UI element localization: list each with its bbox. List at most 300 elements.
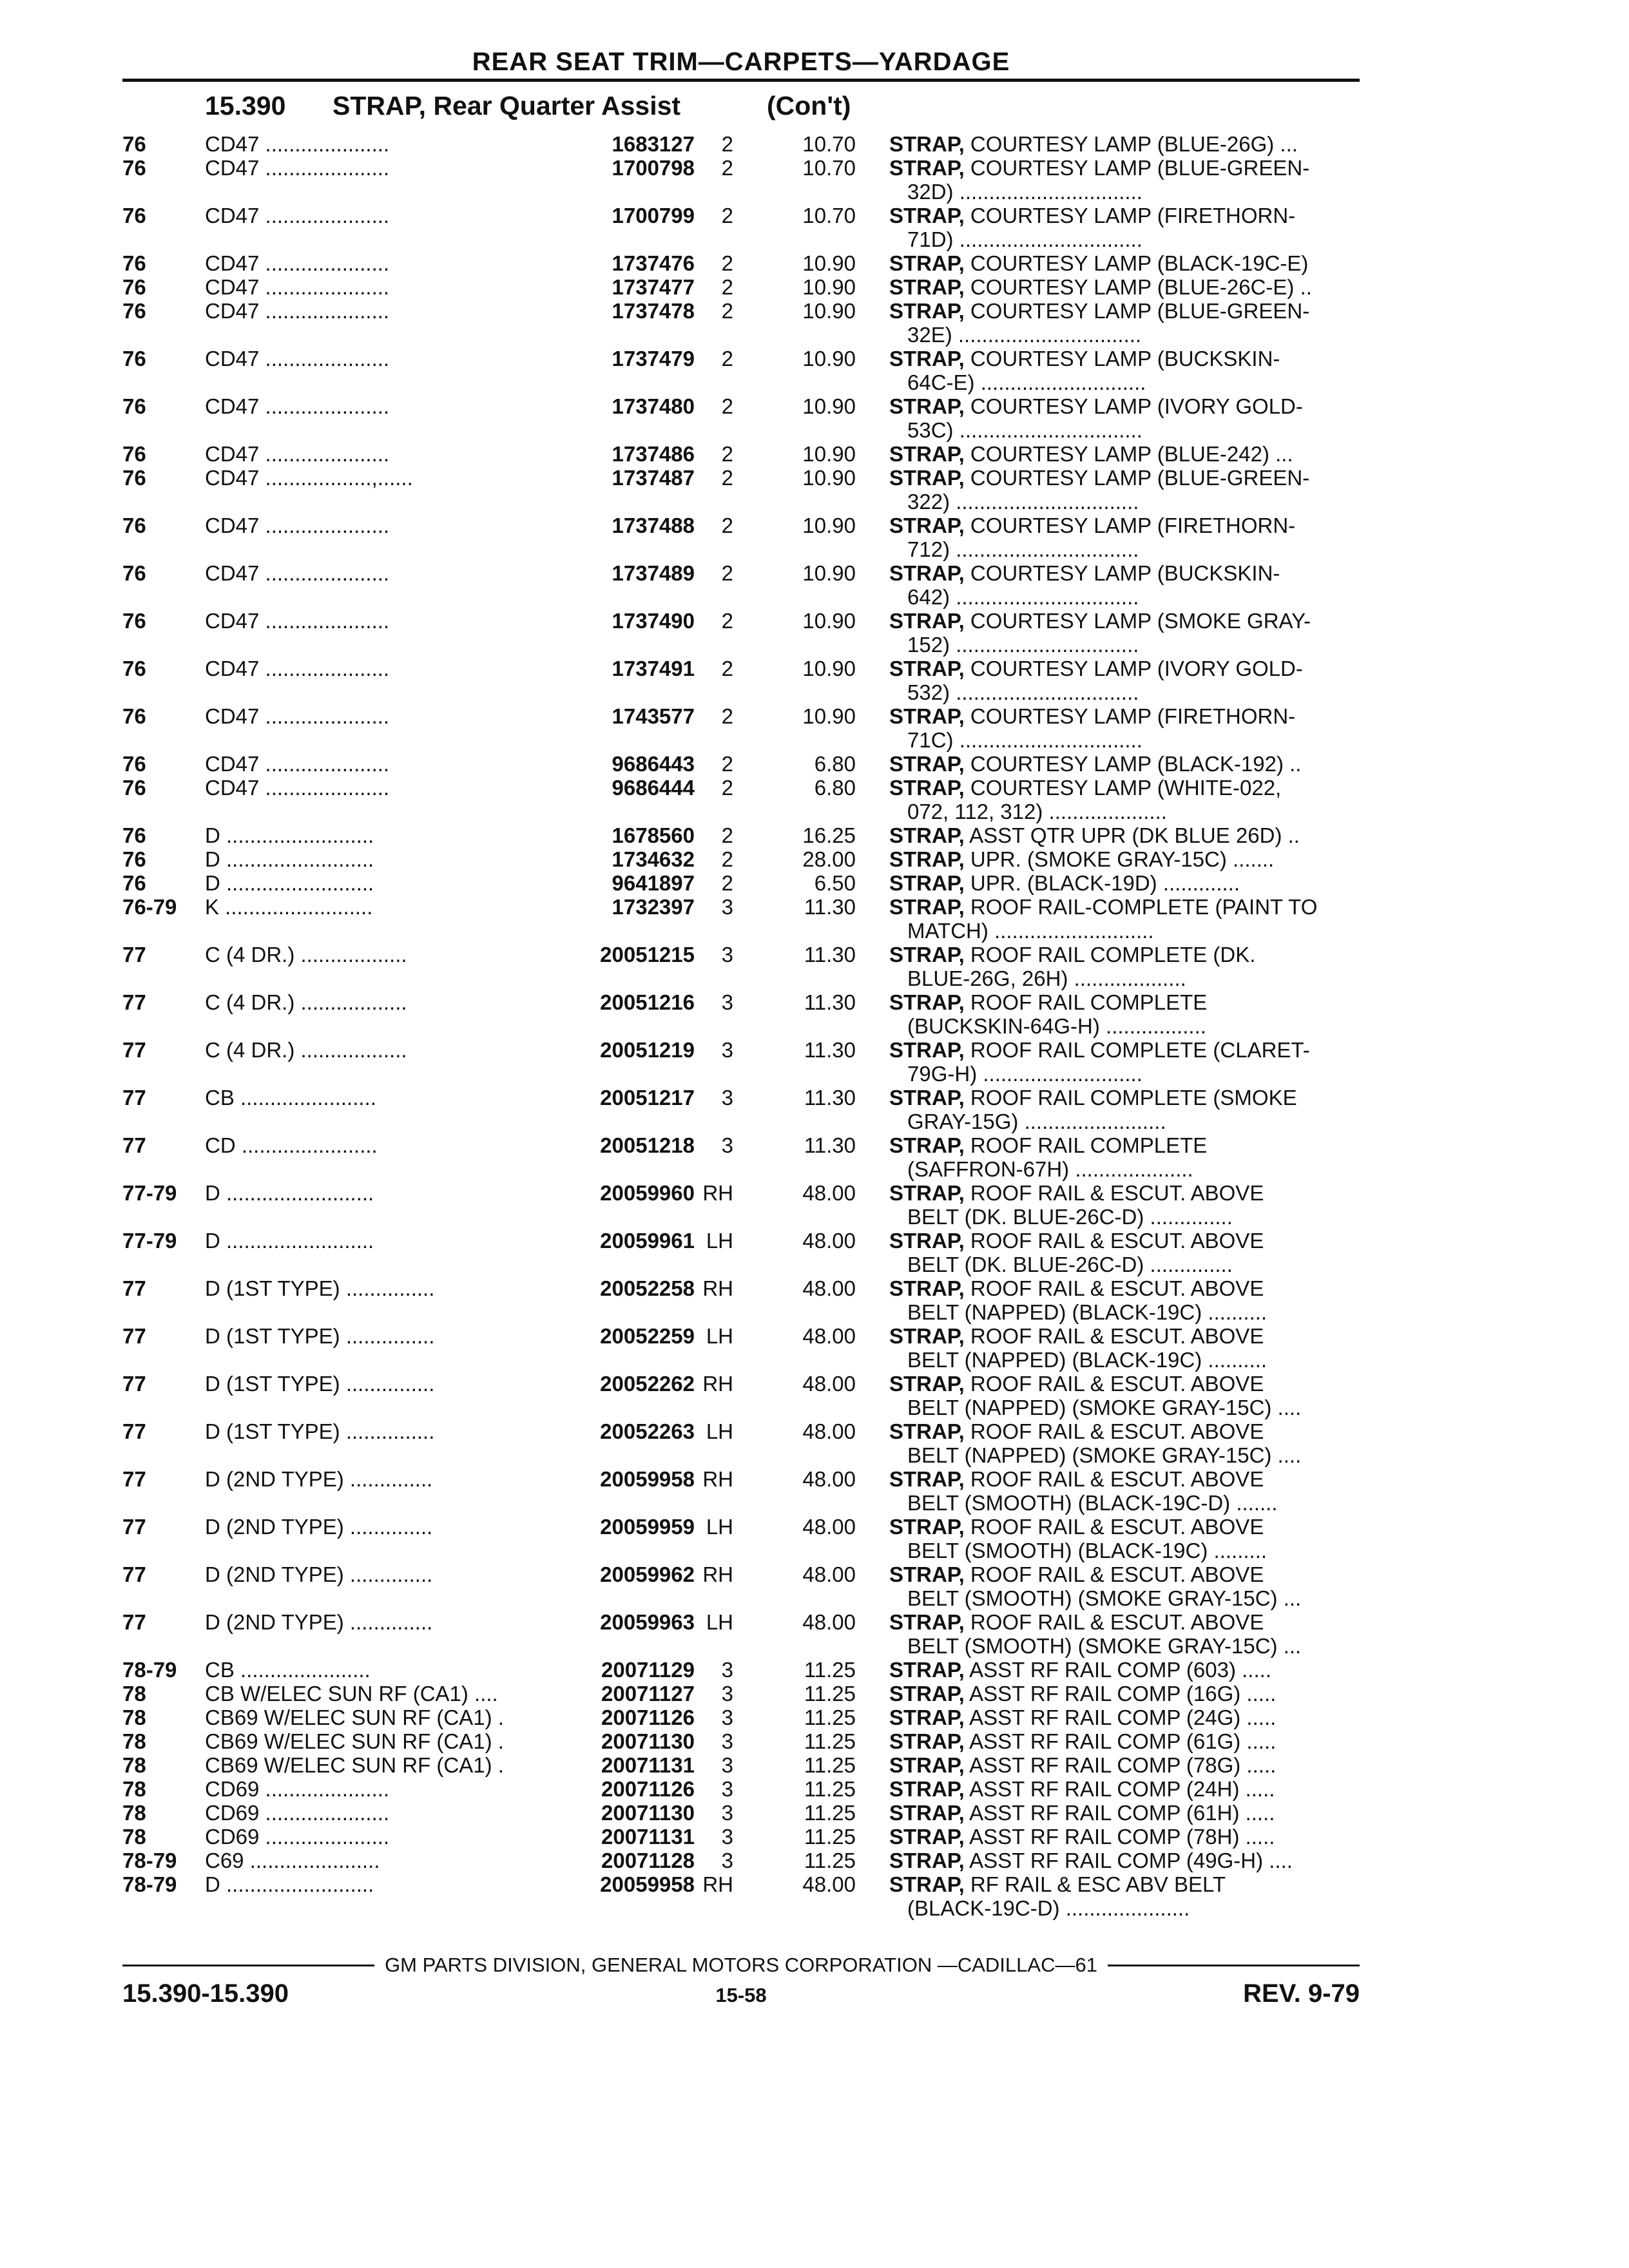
body-style: CD69 ..................... [205, 1777, 390, 1801]
description-line [889, 132, 1360, 156]
model-year: 76 [122, 347, 146, 370]
part-number: 1737488 [612, 514, 695, 537]
table-row [122, 1777, 1360, 1801]
model-year: 77 [122, 1467, 146, 1491]
model-year: 76 [122, 871, 146, 895]
description-text: 64C-E) ............................ [907, 370, 1146, 394]
item-name: STRAP, [889, 871, 965, 895]
description-text: ASST RF RAIL COMP (24G) ..... [964, 1706, 1277, 1729]
model-year: 76 [122, 442, 146, 466]
body-style: CB ....................... [205, 1086, 376, 1110]
description-continuation [889, 800, 1360, 823]
description-line [889, 1849, 1360, 1872]
quantity: 3 [721, 1753, 733, 1777]
part-number: 1700798 [612, 156, 695, 180]
description-text: 32E) ............................... [907, 323, 1142, 347]
description-text: ROOF RAIL & ESCUT. ABOVE [964, 1181, 1264, 1205]
description-text: COURTESY LAMP (BLACK-192) .. [964, 752, 1302, 776]
body-style: C (4 DR.) .................. [205, 1038, 407, 1062]
description-line [889, 466, 1360, 490]
description-text: ROOF RAIL & ESCUT. ABOVE [964, 1515, 1264, 1539]
quantity: 2 [721, 347, 733, 370]
body-style: CD47 ..................... [205, 657, 390, 680]
table-row [122, 1181, 1360, 1229]
model-year: 78 [122, 1682, 146, 1706]
part-number: 20052258 [600, 1276, 695, 1300]
part-number: 1734632 [612, 847, 695, 871]
body-style: CD47 ..................... [205, 347, 390, 370]
item-name: STRAP, [889, 1825, 965, 1849]
description-text: COURTESY LAMP (FIRETHORN- [964, 514, 1296, 537]
description [889, 943, 1360, 990]
price: 10.90 [802, 704, 856, 728]
item-name: STRAP, [889, 1753, 965, 1777]
quantity: RH [702, 1181, 733, 1205]
description-text: ROOF RAIL COMPLETE [964, 990, 1208, 1014]
quantity: LH [706, 1419, 733, 1443]
part-number: 20071130 [601, 1801, 695, 1825]
description-text: ASST RF RAIL COMP (24H) ..... [964, 1777, 1275, 1801]
body-style: D (2ND TYPE) .............. [205, 1515, 433, 1539]
page-number: 15-58 [715, 1984, 767, 2006]
description-continuation [889, 1896, 1360, 1920]
description-continuation [889, 1348, 1360, 1372]
body-style: CD47 ..................... [205, 561, 390, 585]
table-row [122, 1038, 1360, 1086]
price: 11.30 [804, 1086, 856, 1110]
part-number: 20051215 [600, 943, 695, 966]
body-style: D ......................... [205, 823, 374, 847]
description [889, 1276, 1360, 1324]
description-continuation [889, 1634, 1360, 1658]
description-continuation [889, 180, 1360, 204]
description-continuation [889, 418, 1360, 442]
price: 10.90 [802, 275, 856, 299]
model-year: 76 [122, 132, 146, 156]
model-year: 78 [122, 1729, 146, 1753]
table-row [122, 1801, 1360, 1825]
quantity: RH [702, 1372, 733, 1396]
price: 10.90 [802, 442, 856, 466]
item-name: STRAP, [889, 514, 965, 537]
description [889, 1562, 1360, 1610]
description-text: BELT (SMOOTH) (SMOKE GRAY-15C) ... [907, 1586, 1302, 1610]
part-number: 1737479 [612, 347, 695, 370]
section-range: 15.390-15.390 [122, 1979, 289, 2008]
item-name: STRAP, [889, 299, 965, 323]
body-style: CD47 ..................... [205, 776, 390, 800]
body-style: D ......................... [205, 871, 374, 895]
quantity: LH [706, 1324, 733, 1348]
description-line [889, 823, 1360, 847]
description [889, 823, 1360, 847]
description-line [889, 990, 1360, 1014]
table-row [122, 1467, 1360, 1515]
description-text: 642) ............................... [907, 585, 1139, 609]
description-text: 71C) ............................... [907, 728, 1142, 752]
quantity: 3 [721, 990, 733, 1014]
body-style: CB69 W/ELEC SUN RF (CA1) . [205, 1706, 504, 1729]
body-style: CD69 ..................... [205, 1825, 390, 1849]
table-row [122, 514, 1360, 561]
description [889, 1825, 1360, 1849]
table-row [122, 776, 1360, 823]
item-name: STRAP, [889, 895, 965, 919]
description-continuation [889, 919, 1360, 943]
description-line [889, 1181, 1360, 1205]
price: 6.50 [814, 871, 856, 895]
body-style: CD47 ..................... [205, 442, 390, 466]
description-text: COURTESY LAMP (BLUE-GREEN- [964, 466, 1310, 490]
revision-date: REV. 9-79 [1243, 1979, 1360, 2008]
quantity: 2 [721, 561, 733, 585]
description-text: ROOF RAIL & ESCUT. ABOVE [964, 1372, 1264, 1396]
item-name: STRAP, [889, 1658, 965, 1682]
description-line [889, 657, 1360, 680]
part-number: 1678560 [612, 823, 695, 847]
table-row [122, 1610, 1360, 1658]
description-text: RF RAIL & ESC ABV BELT [964, 1872, 1226, 1896]
part-number: 9641897 [612, 871, 695, 895]
description-text: 53C) ............................... [907, 418, 1142, 442]
quantity: 3 [721, 1825, 733, 1849]
description [889, 1872, 1360, 1920]
description [889, 1753, 1360, 1777]
description-continuation [889, 966, 1360, 990]
description-line [889, 442, 1360, 466]
description-line [889, 1801, 1360, 1825]
part-number: 20071131 [601, 1753, 695, 1777]
body-style: CD47 ..................... [205, 704, 390, 728]
item-name: STRAP, [889, 466, 965, 490]
model-year: 76 [122, 704, 146, 728]
model-year: 78 [122, 1801, 146, 1825]
description-text: BELT (NAPPED) (SMOKE GRAY-15C) .... [907, 1396, 1302, 1419]
part-number: 1737486 [612, 442, 695, 466]
table-row [122, 1372, 1360, 1419]
price: 48.00 [802, 1515, 856, 1539]
part-number: 20071129 [601, 1658, 695, 1682]
table-row [122, 1706, 1360, 1729]
description-line [889, 394, 1360, 418]
description [889, 466, 1360, 514]
part-number: 9686444 [612, 776, 695, 800]
description-line [889, 1086, 1360, 1110]
body-style: D (1ST TYPE) ............... [205, 1372, 435, 1396]
description-line [889, 347, 1360, 370]
quantity: 2 [721, 704, 733, 728]
item-name: STRAP, [889, 990, 965, 1014]
table-row [122, 156, 1360, 204]
model-year: 76 [122, 847, 146, 871]
description [889, 990, 1360, 1038]
price: 10.90 [802, 609, 856, 633]
body-style: CB W/ELEC SUN RF (CA1) .... [205, 1682, 498, 1706]
description-text: ASST RF RAIL COMP (16G) ..... [964, 1682, 1277, 1706]
description-text: UPR. (SMOKE GRAY-15C) ....... [964, 847, 1275, 871]
description-continuation [889, 1539, 1360, 1562]
table-row [122, 943, 1360, 990]
description-line [889, 1825, 1360, 1849]
description-text: COURTESY LAMP (FIRETHORN- [964, 204, 1296, 227]
table-row [122, 347, 1360, 394]
description-line [889, 776, 1360, 800]
description-continuation [889, 1014, 1360, 1038]
model-year: 77 [122, 1324, 146, 1348]
item-name: STRAP, [889, 394, 965, 418]
price: 6.80 [814, 752, 856, 776]
part-number: 20051217 [600, 1086, 695, 1110]
description-line [889, 1562, 1360, 1586]
body-style: D ......................... [205, 1181, 374, 1205]
item-name: STRAP, [889, 823, 965, 847]
description-text: ROOF RAIL COMPLETE (SMOKE [964, 1086, 1297, 1110]
part-number: 20051219 [600, 1038, 695, 1062]
description-line [889, 1753, 1360, 1777]
body-style: CD ....................... [205, 1133, 378, 1157]
model-year: 78 [122, 1825, 146, 1849]
table-row [122, 251, 1360, 275]
description-line [889, 204, 1360, 227]
model-year: 76-79 [122, 895, 177, 919]
body-style: C69 ...................... [205, 1849, 380, 1872]
item-name: STRAP, [889, 943, 965, 966]
part-number: 1732397 [612, 895, 695, 919]
price: 11.25 [804, 1682, 856, 1706]
part-number: 20059958 [600, 1467, 695, 1491]
description-text: ASST RF RAIL COMP (61H) ..... [964, 1801, 1275, 1825]
price: 11.25 [804, 1801, 856, 1825]
quantity: 3 [721, 943, 733, 966]
part-number: 1737477 [612, 275, 695, 299]
part-number: 20052262 [600, 1372, 695, 1396]
table-row [122, 466, 1360, 514]
footer-bottom [122, 1979, 1360, 2008]
body-style: CD47 ..................,...... [205, 466, 413, 490]
description-text: ROOF RAIL & ESCUT. ABOVE [964, 1467, 1264, 1491]
part-number: 20051216 [600, 990, 695, 1014]
table-row [122, 1324, 1360, 1372]
body-style: CD47 ..................... [205, 132, 390, 156]
item-name: STRAP, [889, 1682, 965, 1706]
description [889, 895, 1360, 943]
description-text: ASST RF RAIL COMP (78G) ..... [964, 1753, 1277, 1777]
model-year: 77 [122, 1610, 146, 1634]
part-number: 1737489 [612, 561, 695, 585]
model-year: 76 [122, 466, 146, 490]
model-year: 77 [122, 1086, 146, 1110]
part-number: 1737480 [612, 394, 695, 418]
description-continuation [889, 490, 1360, 514]
table-row [122, 204, 1360, 251]
body-style: D (1ST TYPE) ............... [205, 1419, 435, 1443]
description-line [889, 871, 1360, 895]
description-text: COURTESY LAMP (BLUE-26G) ... [964, 132, 1298, 156]
quantity: 2 [721, 657, 733, 680]
part-number: 20059961 [600, 1229, 695, 1253]
quantity: 3 [721, 1086, 733, 1110]
quantity: 3 [721, 1658, 733, 1682]
description-text: 79G-H) ........................... [907, 1062, 1142, 1086]
body-style: D ......................... [205, 1229, 374, 1253]
quantity: 2 [721, 466, 733, 490]
description-text: COURTESY LAMP (BLUE-GREEN- [964, 156, 1310, 180]
part-number: 1683127 [612, 132, 695, 156]
body-style: K ......................... [205, 895, 373, 919]
item-name: STRAP, [889, 1562, 965, 1586]
body-style: CD47 ..................... [205, 156, 390, 180]
description-text: ROOF RAIL & ESCUT. ABOVE [964, 1324, 1264, 1348]
description-line [889, 514, 1360, 537]
quantity: 3 [721, 1801, 733, 1825]
price: 48.00 [802, 1276, 856, 1300]
model-year: 77 [122, 1133, 146, 1157]
description-text: BELT (SMOOTH) (BLACK-19C) ......... [907, 1539, 1268, 1562]
description-line [889, 1682, 1360, 1706]
model-year: 76 [122, 156, 146, 180]
model-year: 76 [122, 657, 146, 680]
item-name: STRAP, [889, 156, 965, 180]
description-text: GRAY-15G) ........................ [907, 1110, 1166, 1133]
section-heading [122, 82, 1360, 132]
model-year: 76 [122, 299, 146, 323]
table-row [122, 871, 1360, 895]
price: 10.70 [802, 204, 856, 227]
quantity: LH [706, 1610, 733, 1634]
item-name: STRAP, [889, 561, 965, 585]
part-number: 1737487 [612, 466, 695, 490]
description-continuation [889, 1491, 1360, 1515]
price: 10.70 [802, 156, 856, 180]
table-row [122, 1753, 1360, 1777]
description-text: ASST RF RAIL COMP (78H) ..... [964, 1825, 1275, 1849]
item-name: STRAP, [889, 1777, 965, 1801]
body-style: CD47 ..................... [205, 514, 390, 537]
item-name: STRAP, [889, 1849, 965, 1872]
price: 10.90 [802, 394, 856, 418]
part-number: 20059960 [600, 1181, 695, 1205]
description [889, 871, 1360, 895]
description-text: UPR. (BLACK-19D) ............. [964, 871, 1240, 895]
description-line [889, 1276, 1360, 1300]
body-style: CB ...................... [205, 1658, 371, 1682]
description-continuation [889, 728, 1360, 752]
item-name: STRAP, [889, 1276, 965, 1300]
quantity: RH [702, 1562, 733, 1586]
price: 48.00 [802, 1181, 856, 1205]
description-text: COURTESY LAMP (BLUE-26C-E) .. [964, 275, 1312, 299]
item-name: STRAP, [889, 204, 965, 227]
part-number: 20071126 [601, 1777, 695, 1801]
item-name: STRAP, [889, 347, 965, 370]
price: 11.25 [804, 1753, 856, 1777]
part-number: 1700799 [612, 204, 695, 227]
description [889, 776, 1360, 823]
price: 11.25 [804, 1777, 856, 1801]
description [889, 1777, 1360, 1801]
description [889, 1181, 1360, 1229]
quantity: 2 [721, 156, 733, 180]
price: 48.00 [802, 1419, 856, 1443]
item-name: STRAP, [889, 1467, 965, 1491]
description-text: COURTESY LAMP (IVORY GOLD- [964, 394, 1303, 418]
description [889, 1419, 1360, 1467]
body-style: D (2ND TYPE) .............. [205, 1467, 433, 1491]
price: 48.00 [802, 1467, 856, 1491]
description [889, 847, 1360, 871]
description-text: ROOF RAIL COMPLETE (DK. [964, 943, 1256, 966]
quantity: 2 [721, 132, 733, 156]
footer-publisher-line [122, 1954, 1360, 1977]
model-year: 78 [122, 1753, 146, 1777]
part-number: 20071130 [601, 1729, 695, 1753]
description-line [889, 251, 1360, 275]
description-text: BELT (SMOOTH) (BLACK-19C-D) ....... [907, 1491, 1278, 1515]
description-continuation [889, 1253, 1360, 1276]
page-title: REAR SEAT TRIM—CARPETS—YARDAGE [472, 48, 1010, 76]
description-line [889, 943, 1360, 966]
description-text: COURTESY LAMP (FIRETHORN- [964, 704, 1296, 728]
description-line [889, 1229, 1360, 1253]
quantity: 2 [721, 204, 733, 227]
part-number: 20051218 [600, 1133, 695, 1157]
description [889, 204, 1360, 251]
quantity: 2 [721, 442, 733, 466]
description-text: COURTESY LAMP (WHITE-022, [964, 776, 1282, 800]
model-year: 77 [122, 1372, 146, 1396]
body-style: D ......................... [205, 847, 374, 871]
price: 11.30 [804, 895, 856, 919]
quantity: 3 [721, 1133, 733, 1157]
price: 10.90 [802, 561, 856, 585]
model-year: 76 [122, 823, 146, 847]
description [889, 132, 1360, 156]
model-year: 76 [122, 752, 146, 776]
description-text: ROOF RAIL COMPLETE [964, 1133, 1208, 1157]
description-line [889, 1419, 1360, 1443]
price: 10.90 [802, 299, 856, 323]
model-year: 78-79 [122, 1849, 177, 1872]
description-text: COURTESY LAMP (BLUE-GREEN- [964, 299, 1310, 323]
part-number: 20059962 [600, 1562, 695, 1586]
description-text: COURTESY LAMP (BLUE-242) ... [964, 442, 1293, 466]
price: 11.30 [804, 943, 856, 966]
description [889, 1849, 1360, 1872]
quantity: 2 [721, 394, 733, 418]
part-number: 20052259 [600, 1324, 695, 1348]
item-name: STRAP, [889, 442, 965, 466]
model-year: 77 [122, 1419, 146, 1443]
body-style: CB69 W/ELEC SUN RF (CA1) . [205, 1753, 504, 1777]
description-line [889, 704, 1360, 728]
description-text: (SAFFRON-67H) .................... [907, 1157, 1193, 1181]
description-line [889, 1729, 1360, 1753]
model-year: 77 [122, 990, 146, 1014]
description [889, 1515, 1360, 1562]
item-name: STRAP, [889, 251, 965, 275]
price: 11.30 [804, 990, 856, 1014]
table-row [122, 847, 1360, 871]
part-number: 1743577 [612, 704, 695, 728]
description-line [889, 847, 1360, 871]
description-continuation [889, 1157, 1360, 1181]
description [889, 514, 1360, 561]
price: 48.00 [802, 1324, 856, 1348]
description-line [889, 609, 1360, 633]
price: 11.25 [804, 1729, 856, 1753]
description-text: BELT (DK. BLUE-26C-D) .............. [907, 1253, 1233, 1276]
section-title: STRAP, Rear Quarter Assist [333, 91, 681, 120]
